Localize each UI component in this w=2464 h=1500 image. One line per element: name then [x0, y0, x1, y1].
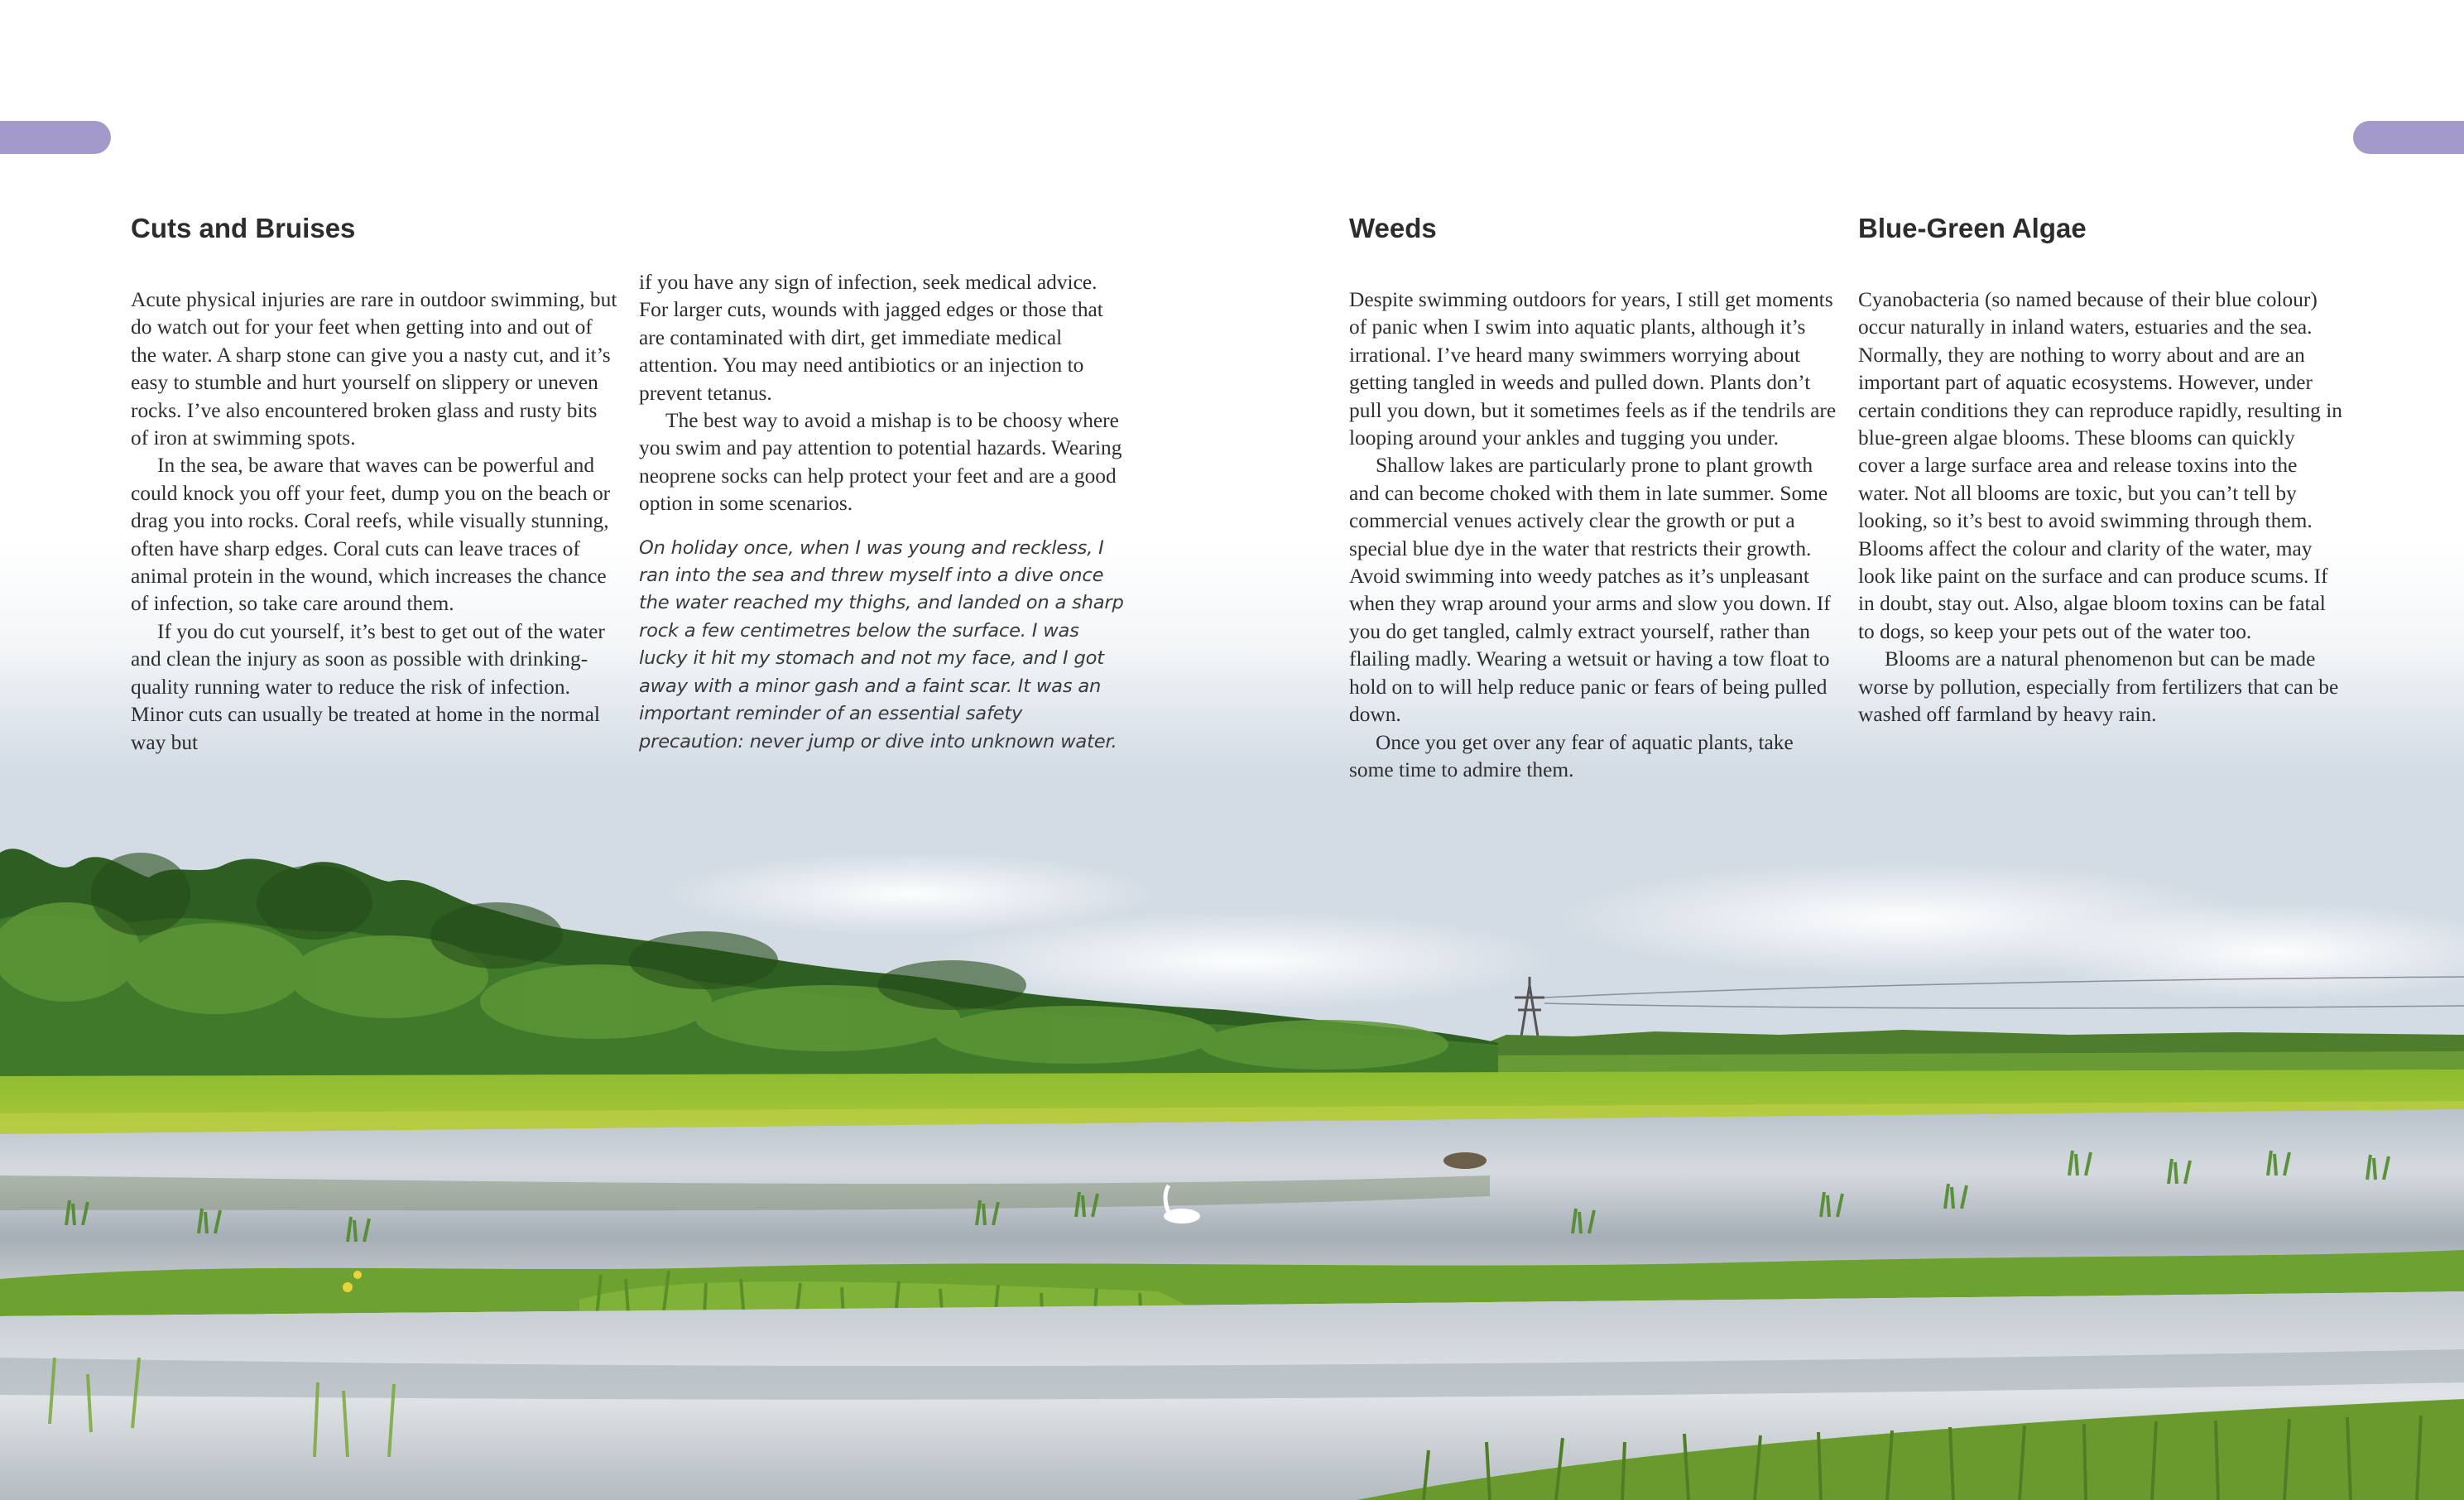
weeds-paragraph-1: Despite swimming outdoors for years, I still get moments of panic when I swim into aquatic plants, although it’s irrational. I’ve heard many swimmers worrying about getting tangled in weeds and pulled down. Plants don’t pull you down, but it sometimes feels as if the tendrils are looping around your ankles and tugging you under.	[1349, 288, 1837, 450]
cuts-continued-column	[639, 269, 1127, 756]
cuts-continued-paragraph-2: The best way to avoid a mishap is to be choosy where you swim and pay attention to potential hazards. Wearing neoprene socks can help protect your feet and are a good option in some scenarios.	[639, 409, 1122, 516]
weeds-heading: Weeds	[1349, 213, 1437, 243]
cuts-paragraph-2: In the sea, be aware that waves can be powerful and could knock you off your feet, dump you on the beach or drag you into rocks. Coral reefs, while visually stunning, often have sharp edges. Coral cuts can leave traces of animal protein in the wound, which increases the chance of infection, so take care around them.	[131, 454, 611, 616]
personal-anecdote: On holiday once, when I was young and reckless, I ran into the sea and threw myself into a dive once the water reached my thighs, and landed on a sharp rock a few centimetres below the surface. I was lucky it hit my stomach and not my face, and I got away with a minor gash and a faint scar. It was an important reminder of an essential safety precaution: never jump or dive into unknown water.	[639, 536, 1124, 752]
cuts-continued-paragraph-1: if you have any sign of infection, seek medical advice. For larger cuts, wounds with jagged edges or those that are contaminated with dirt, get immediate medical attention. You may need antibiotics or an injection to prevent tetanus.	[639, 271, 1103, 405]
blue-green-algae-heading: Blue-Green Algae	[1858, 213, 2087, 243]
chapter-tab-left	[0, 121, 111, 154]
weeds-paragraph-3: Once you get over any fear of aquatic plants, take some time to admire them.	[1349, 730, 1794, 781]
weeds-paragraph-2: Shallow lakes are particularly prone to plant growth and can become choked with them in late summer. Some commercial venues actively clear the growth or put a special blue dye in the water that restricts their growth. Avoid swimming into weedy patches as it’s unpleasant when they wrap around your arms and slow you down. If you do get tangled, calmly extract yourself, rather than flailing madly. Wearing a wetsuit or having a tow float to hold on to will help reduce panic or fears of being pulled down.	[1349, 454, 1831, 727]
weeds-column	[1349, 209, 1837, 784]
chapter-tab-right	[2353, 121, 2464, 154]
cuts-paragraph-1: Acute physical injuries are rare in outdoor swimming, but do watch out for your feet when getting into and out of the water. A sharp stone can give you a nasty cut, and it’s easy to stumble and hurt yourself on slippery or uneven rocks. I’ve also encountered broken glass and rusty bits of iron at swimming spots.	[131, 288, 617, 450]
algae-paragraph-2: Blooms are a natural phenomenon but can be made worse by pollution, especially from fertilizers that can be washed off farmland by heavy rain.	[1858, 647, 2339, 727]
cuts-paragraph-3: If you do cut yourself, it’s best to get out of the water and clean the injury as soon as possible with drinking-quality running water to reduce the risk of infection. Minor cuts can usually be treated at home in the normal way but	[131, 619, 605, 754]
algae-paragraph-1: Cyanobacteria (so named because of their blue colour) occur naturally in inland waters, estuaries and the sea. Normally, they are nothing to worry about and are an important part of aquatic ecosystems. However, under certain conditions they can reproduce rapidly, resulting in blue-green algae blooms. These blooms can quickly cover a large surface area and release toxins into the water. Not all blooms are toxic, but you can’t tell by looking, so it’s best to avoid swimming through them. Blooms affect the colour and clarity of the water, may look like paint on the surface and can produce scums. If in doubt, stay out. Also, algae bloom toxins can be fatal to dogs, so keep your pets out of the water too.	[1858, 288, 2342, 643]
blue-green-algae-column	[1858, 209, 2346, 729]
cuts-and-bruises-column	[131, 209, 619, 757]
cuts-and-bruises-heading: Cuts and Bruises	[131, 213, 356, 243]
